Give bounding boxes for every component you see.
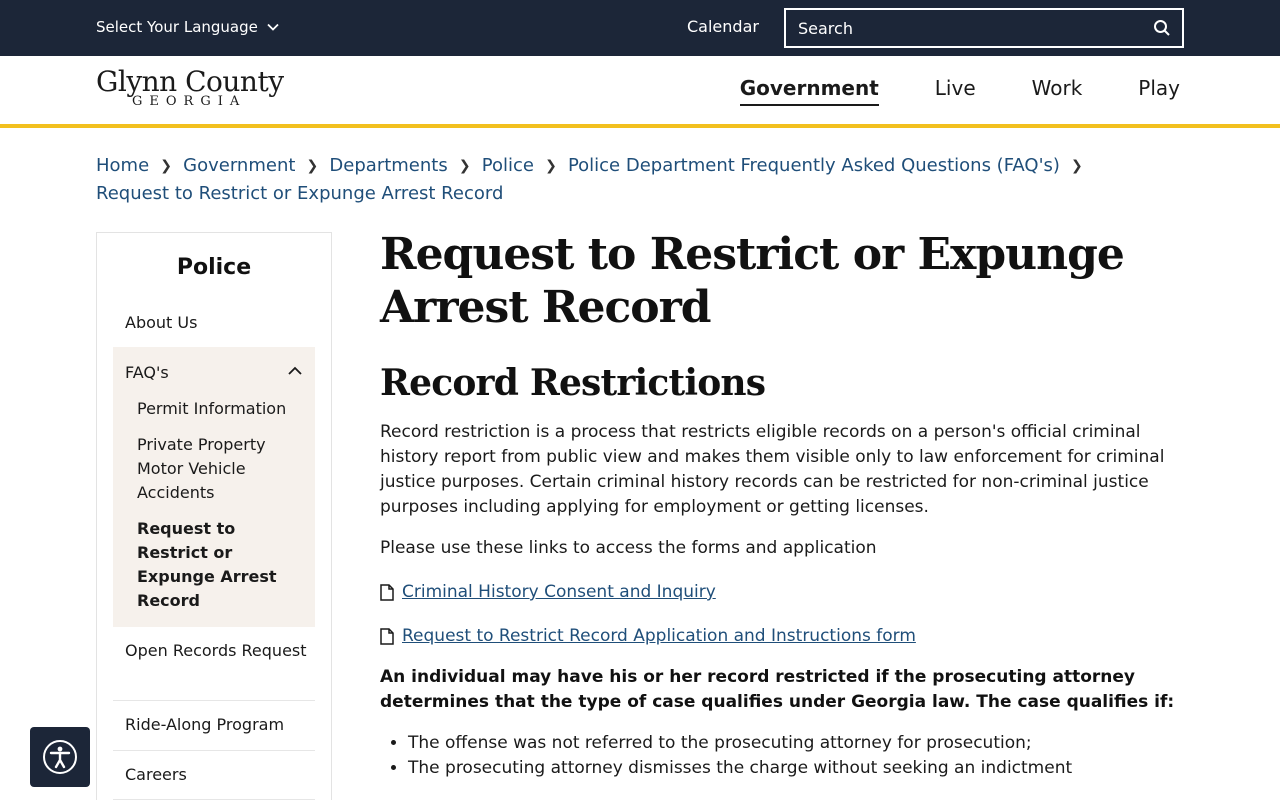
sidebar-subitem-restrict-expunge[interactable]: Request to Restrict or Expunge Arrest Record bbox=[137, 519, 277, 610]
site-header bbox=[0, 56, 1280, 124]
breadcrumb-government[interactable]: Government bbox=[183, 155, 296, 176]
section-sidebar bbox=[96, 232, 332, 800]
breadcrumb bbox=[96, 152, 1186, 208]
document-link-row bbox=[380, 579, 1190, 605]
restrict-record-form-link[interactable]: Request to Restrict Record Application and Instructions form bbox=[402, 626, 916, 646]
document-link-row bbox=[380, 623, 1190, 649]
accessibility-icon bbox=[41, 738, 79, 776]
breadcrumb-chevron-icon: ❯ bbox=[458, 158, 471, 174]
page-title: Request to Restrict or Expunge Arrest Record bbox=[380, 229, 1124, 333]
criminal-history-link[interactable]: Criminal History Consent and Inquiry bbox=[402, 582, 716, 602]
nav-work[interactable]: Work bbox=[1031, 76, 1083, 100]
breadcrumb-departments[interactable]: Departments bbox=[329, 155, 448, 176]
chevron-up-icon[interactable] bbox=[287, 363, 303, 379]
document-icon bbox=[380, 584, 394, 601]
breadcrumb-home[interactable]: Home bbox=[96, 155, 150, 176]
search-icon bbox=[1153, 19, 1171, 37]
breadcrumb-current[interactable]: Request to Restrict or Expunge Arrest Record bbox=[96, 183, 504, 204]
links-intro: Please use these links to access the forms and application bbox=[380, 538, 877, 558]
sidebar-title: Police bbox=[176, 255, 252, 280]
main-content bbox=[380, 228, 1190, 781]
breadcrumb-chevron-icon: ❯ bbox=[306, 158, 319, 174]
chevron-down-icon bbox=[266, 20, 280, 34]
logo-state-name: GEORGIA bbox=[132, 94, 247, 109]
sidebar-divider bbox=[113, 700, 315, 701]
language-selector-label: Select Your Language bbox=[96, 18, 258, 36]
document-icon bbox=[380, 628, 394, 645]
sidebar-item-faqs[interactable]: FAQ's bbox=[125, 363, 169, 382]
header-accent-line bbox=[0, 124, 1280, 128]
breadcrumb-chevron-icon: ❯ bbox=[160, 158, 173, 174]
site-logo[interactable] bbox=[96, 65, 291, 114]
utility-bar bbox=[0, 0, 1280, 56]
nav-live[interactable]: Live bbox=[934, 76, 976, 100]
breadcrumb-police[interactable]: Police bbox=[481, 155, 534, 176]
breadcrumb-faqs[interactable]: Police Department Frequently Asked Questions (FAQ's) bbox=[567, 155, 1060, 176]
sidebar-group-faqs bbox=[113, 347, 315, 627]
nav-play[interactable]: Play bbox=[1138, 76, 1180, 100]
search-button[interactable] bbox=[1142, 10, 1182, 46]
logo-county-name: Glynn County bbox=[96, 65, 284, 98]
section-heading: Record Restrictions bbox=[380, 362, 766, 404]
breadcrumb-chevron-icon: ❯ bbox=[545, 158, 557, 174]
main-nav bbox=[740, 76, 1180, 106]
nav-government[interactable]: Government bbox=[740, 76, 879, 106]
search-box bbox=[784, 8, 1184, 48]
sidebar-subitem-private-property[interactable]: Private Property Motor Vehicle Accidents bbox=[137, 435, 266, 502]
qualification-list bbox=[380, 731, 1190, 781]
sidebar-subitem-permit-information[interactable]: Permit Information bbox=[137, 399, 287, 418]
sidebar-divider bbox=[113, 750, 315, 751]
sidebar-item-ride-along[interactable]: Ride-Along Program bbox=[125, 715, 285, 734]
breadcrumb-chevron-icon: ❯ bbox=[1071, 158, 1083, 174]
list-item: • The offense was not referred to the prosecuting attorney for prosecution; bbox=[408, 731, 1190, 756]
search-input[interactable] bbox=[786, 10, 1142, 46]
list-item: • The prosecuting attorney dismisses the charge without seeking an indictment bbox=[408, 756, 1190, 781]
accessibility-button[interactable] bbox=[30, 727, 90, 787]
sidebar-item-about-us[interactable]: About Us bbox=[125, 313, 198, 332]
sidebar-item-open-records[interactable]: Open Records Request bbox=[125, 641, 307, 660]
calendar-link[interactable]: Calendar bbox=[687, 17, 759, 36]
language-selector[interactable] bbox=[96, 18, 280, 36]
sidebar-item-careers[interactable]: Careers bbox=[125, 765, 187, 784]
intro-paragraph: Record restriction is a process that restricts eligible records on a person's official criminal history report from public view and makes them visible only to law enforcement for criminal justice purposes. Certain criminal history records can be restricted for non-criminal justice purposes including applying for employment or getting licenses. bbox=[380, 422, 1165, 517]
qualification-paragraph: An individual may have his or her record restricted if the prosecuting attorney determines that the type of case qualifies under Georgia law. The case qualifies if: bbox=[380, 667, 1175, 712]
